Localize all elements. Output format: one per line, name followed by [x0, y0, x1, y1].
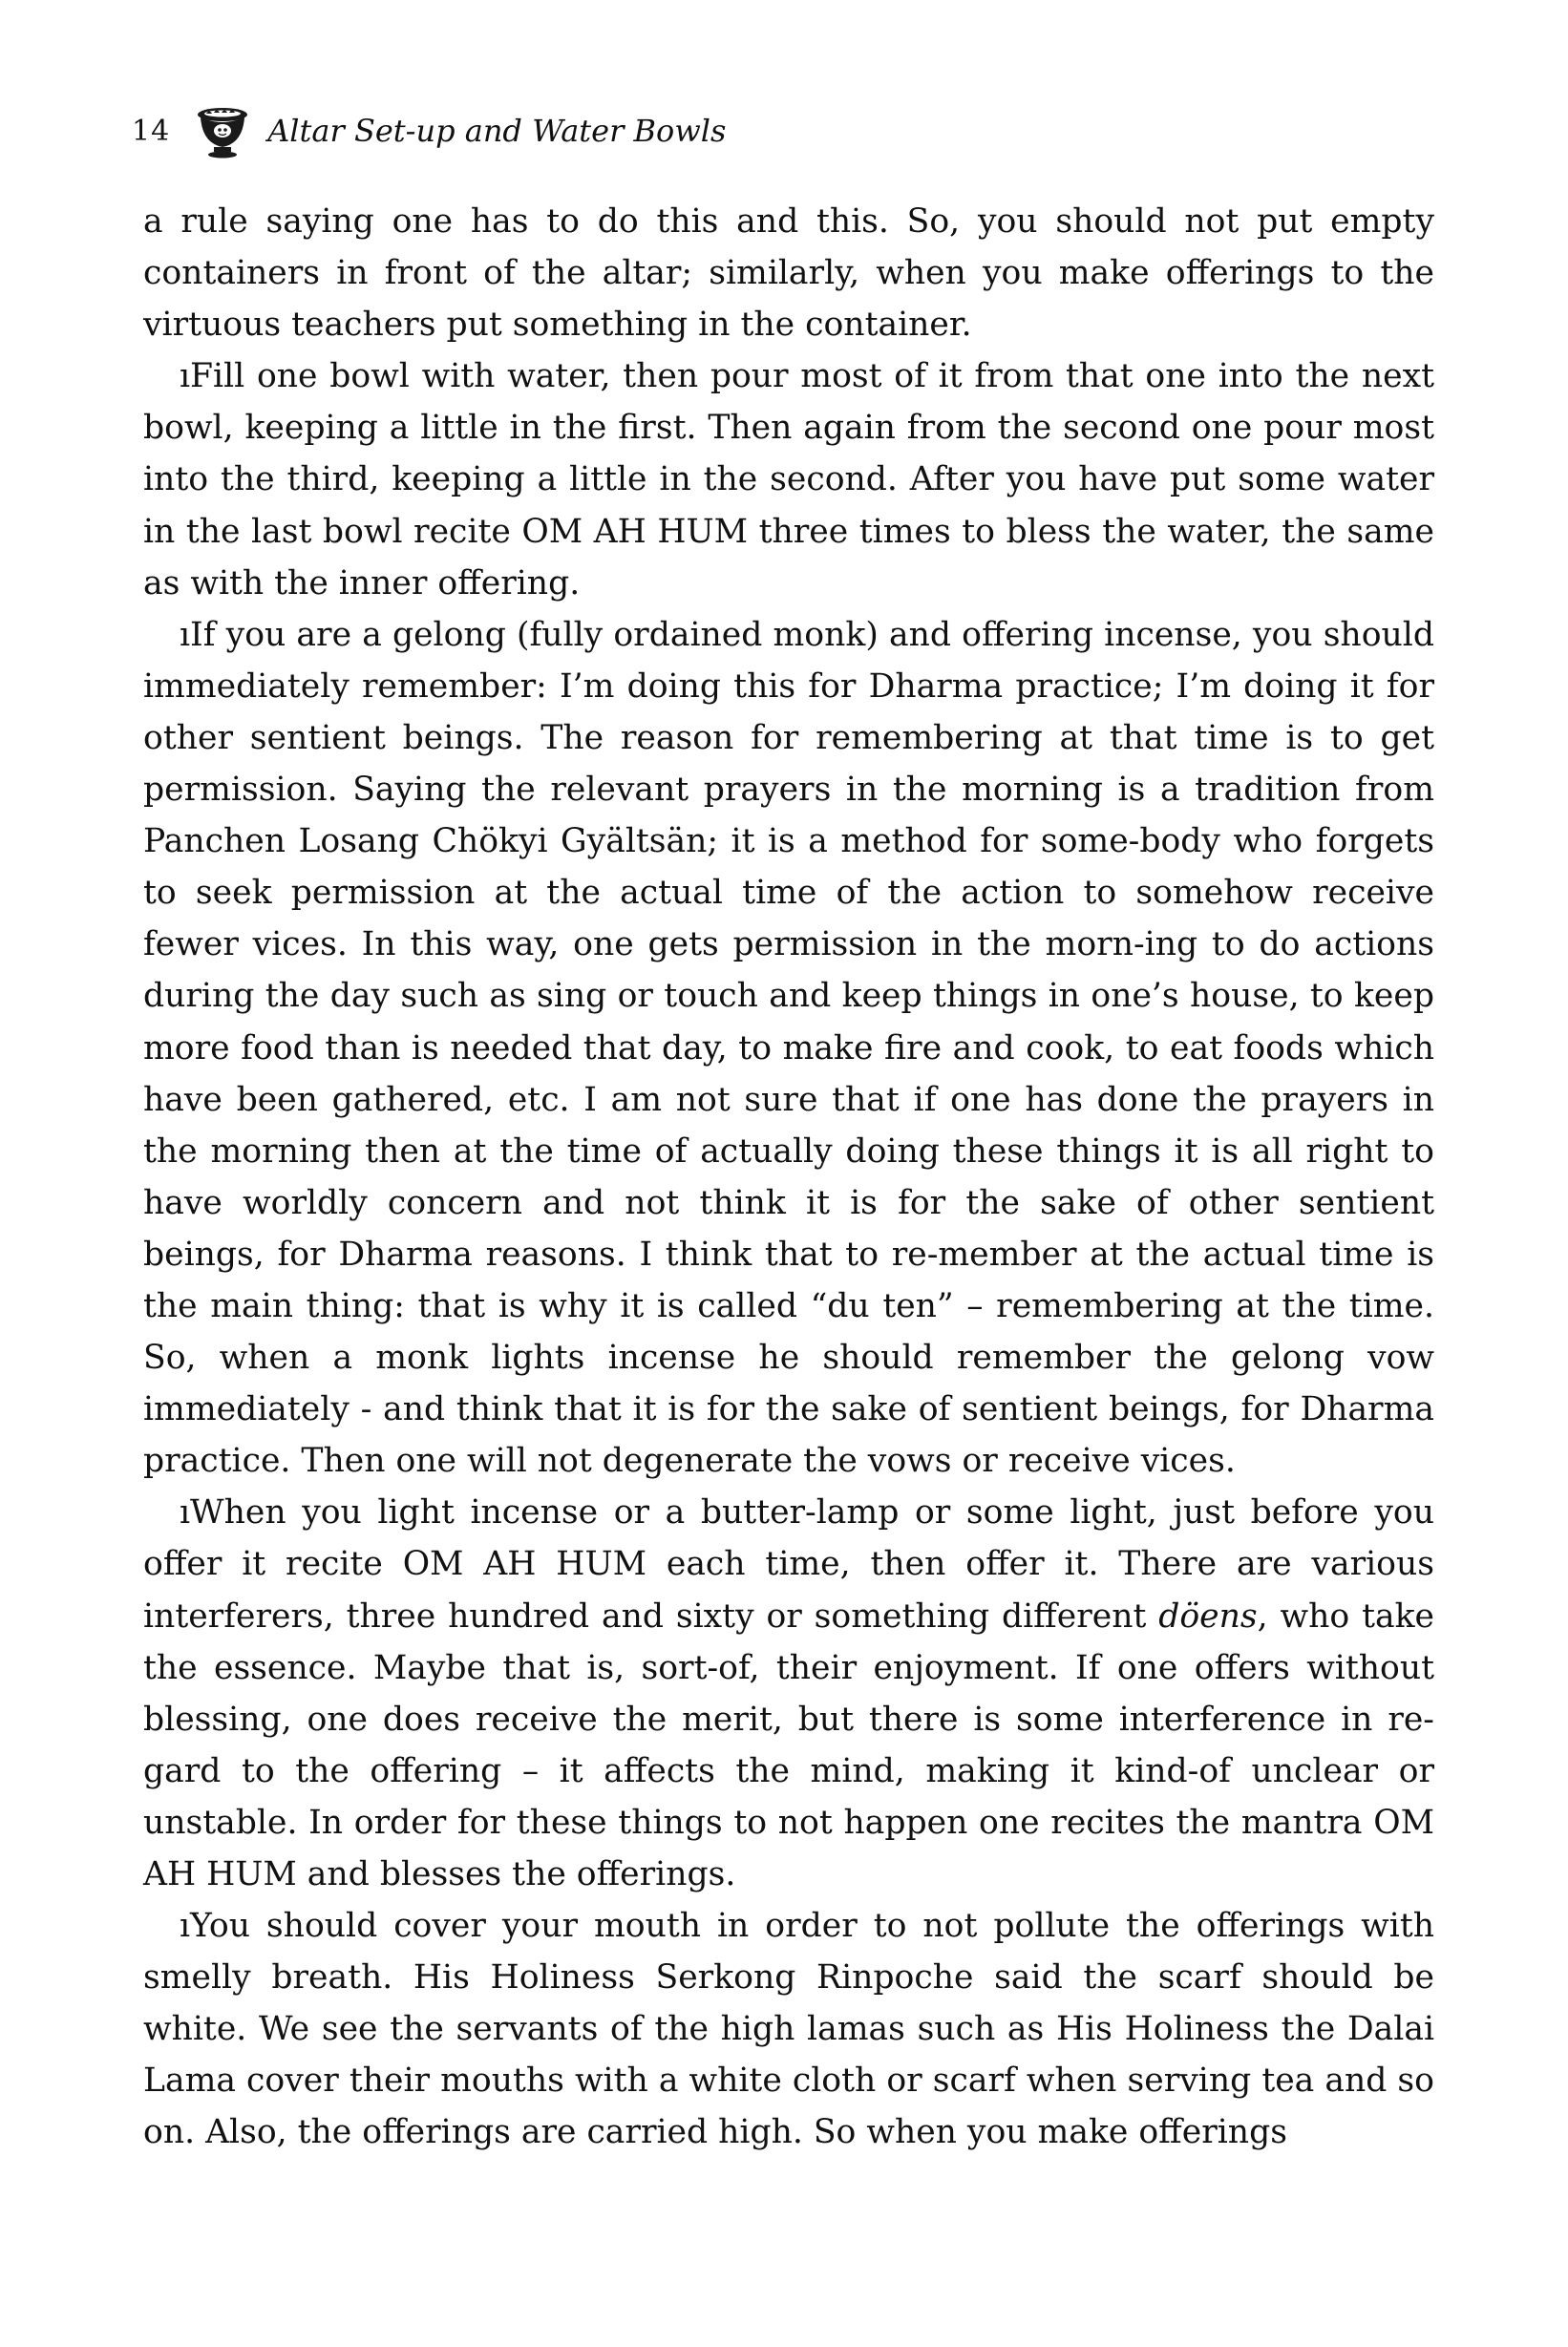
page-number: 14	[132, 114, 171, 148]
body-text	[143, 196, 1434, 2159]
running-head	[132, 88, 726, 174]
paragraph-1	[143, 196, 1434, 350]
paragraph-text: ıYou should cover your mouth in order to not pollute the offerings with smelly breath. His Holiness Serkong Rinpoche said the scarf should be white. We see the servants of the high lamas such as His Holiness the Dalai Lama cover their mouths with a white cloth or scarf when serving tea and so on. Also, the offerings are carried high. So when you make offerings	[143, 1907, 1434, 2152]
paragraph-2	[143, 350, 1434, 608]
water-bowls-icon	[193, 101, 252, 160]
paragraph-5	[143, 1900, 1434, 2158]
paragraph-text: ıIf you are a gelong (fully ordained monk) and offering incense, you should immediately remember: I’m doing this for Dharma practice; I’m doing it for other sentient beings. The reason for remembering at that time is to get permission. Saying the relevant prayers in the morning is a tradition from Panchen Losang Chökyi Gyältsän; it is a method for some-body who forgets to seek permission at the actual time of the action to somehow receive fewer vices. In this way, one gets permission in the morn-ing to do actions during the day such as sing or touch and keep things in one’s house, to keep more food than is needed that day, to make fire and cook, to eat foods which have been gathered, etc. I am not sure that if one has done the prayers in the morning then at the time of actually doing these things it is all right to have worldly concern and not think it is for the sake of other sentient beings, for Dharma reasons. I think that to re-member at the actual time is the main thing: that is why it is called “du ten” – remembering at the time. So, when a monk lights incense he should remember the gelong vow immediately - and think that it is for the sake of sentient beings, for Dharma practice. Then one will not degenerate the vows or receive vices.	[143, 615, 1434, 1481]
italic-term: döens	[1158, 1596, 1258, 1636]
paragraph-4	[143, 1487, 1434, 1900]
paragraph-text: ıWhen you light incense or a butter-lamp or some light, just before you offer it recite OM AH HUM each time, then offer it. There are various interferers, three hundred and sixty or something different	[143, 1493, 1434, 1636]
paragraph-text: a rule saying one has to do this and this. So, you should not put empty containers in front of the altar; similarly, when you make offerings to the virtuous teachers put something in the container.	[143, 202, 1434, 345]
running-title: Altar Set-up and Water Bowls	[267, 113, 727, 149]
paragraph-text: ıFill one bowl with water, then pour most of it from that one into the next bowl, keeping a little in the first. Then again from the second one pour most into the third, keeping a little in the second. After you have put some water in the last bowl recite OM AH HUM three times to bless the water, the same as with the inner offering.	[143, 357, 1434, 603]
paragraph-3	[143, 609, 1434, 1488]
paragraph-text: , who take the essence. Maybe that is, sort-of, their enjoyment. If one offers without blessing, one does receive the merit, but there is some interference in re-gard to the offering – it affects the mind, making it kind-of unclear or unstable. In order for these things to not happen one recites the mantra OM AH HUM and blesses the offerings.	[143, 1596, 1434, 1893]
